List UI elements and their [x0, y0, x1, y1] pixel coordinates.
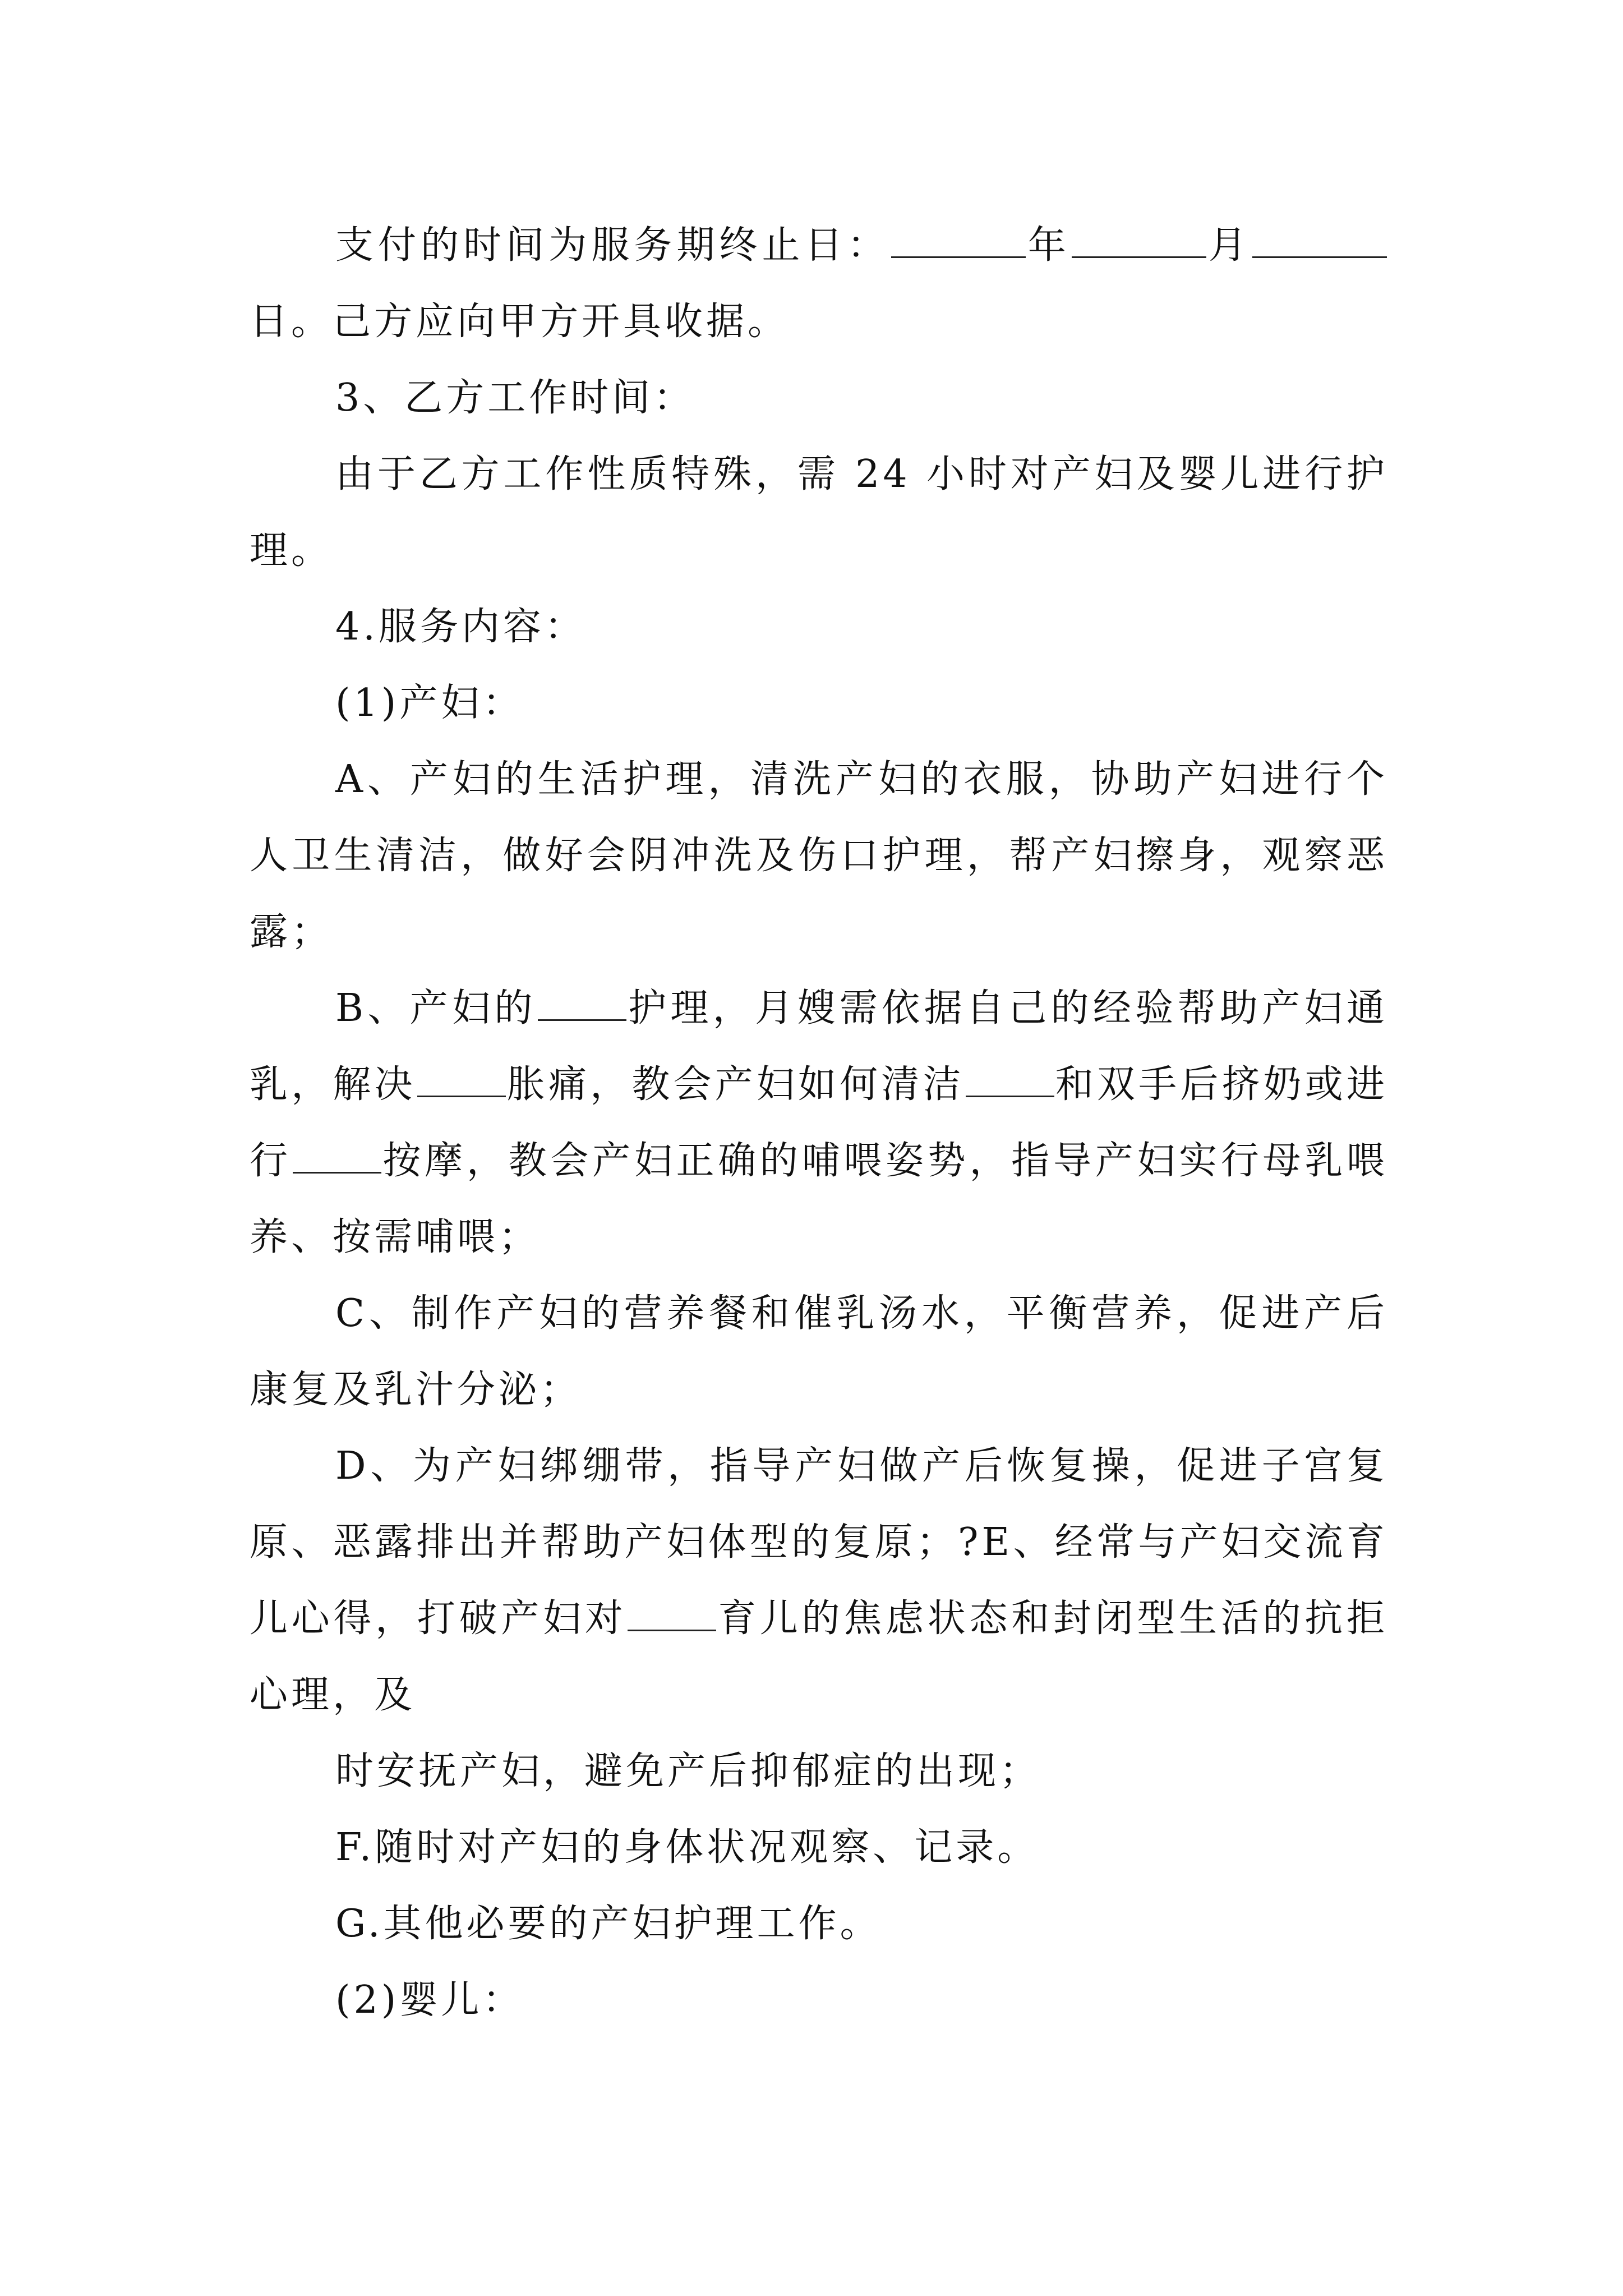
text-segment: 月 [1207, 223, 1251, 268]
work-time-heading: 3、乙方工作时间： [335, 376, 695, 420]
continuation-paragraph: 时安抚产妇，避免产后抑郁症的出现； [335, 1749, 1041, 1793]
month-blank [1072, 224, 1206, 258]
day-blank [1252, 224, 1387, 258]
fill-blank [966, 1063, 1054, 1097]
text-segment: 育儿的焦虑状态和封闭型生活的抗拒心理，及 [250, 1596, 1388, 1717]
item-g-paragraph: G.其他必要的产妇护理工作。 [335, 1902, 882, 1946]
payment-time-paragraph [250, 208, 1388, 360]
mother-section-heading: (1)产妇： [335, 681, 524, 725]
item-b-paragraph [250, 970, 1388, 1276]
item-f-paragraph: F.随时对产妇的身体状况观察、记录。 [335, 1825, 1039, 1870]
fill-blank [538, 987, 626, 1021]
text-segment: 按摩，教会产妇正确的哺喂姿势，指导产妇实行母乳喂养、按需哺喂； [250, 1139, 1388, 1259]
item-c-paragraph: C、制作产妇的营养餐和催乳汤水，平衡营养，促进产后康复及乳汁分泌； [250, 1291, 1388, 1412]
fill-blank [417, 1063, 506, 1097]
text-segment: D、为产妇绑绷带，指导产妇做产后恢复操，促进子宫复原、恶露排出并帮助产妇体型的复原；?E、经常与产妇交流育儿心得，打破产妇对 [250, 1444, 1388, 1641]
item-a-paragraph: A、产妇的生活护理，清洗产妇的衣服，协助产妇进行个人卫生清洁，做好会阴冲洗及伤口护理，帮产妇擦身，观察恶露； [250, 757, 1388, 954]
text-segment: 日。己方应向甲方开具收据。 [250, 300, 790, 344]
text-segment: 支付的时间为服务期终止日： [335, 223, 890, 268]
text-segment: 和双手后挤奶或进行 [250, 1062, 1388, 1183]
service-content-heading: 4.服务内容： [335, 605, 586, 649]
item-d-e-paragraph [250, 1428, 1388, 1733]
text-segment: 年 [1026, 223, 1071, 268]
text-segment: 护理，月嫂需依据自己的经验帮助产妇通乳，解决 [250, 986, 1388, 1107]
text-segment: 胀痛，教会产妇如何清洁 [506, 1062, 965, 1107]
fill-blank [628, 1597, 716, 1631]
baby-section-heading: (2)婴儿： [335, 1978, 524, 2022]
year-blank [891, 224, 1026, 258]
text-segment: B、产妇的 [335, 986, 537, 1030]
fill-blank [293, 1139, 381, 1174]
document-body [250, 208, 1388, 2039]
work-time-paragraph: 由于乙方工作性质特殊，需 24 小时对产妇及婴儿进行护理。 [250, 452, 1388, 573]
